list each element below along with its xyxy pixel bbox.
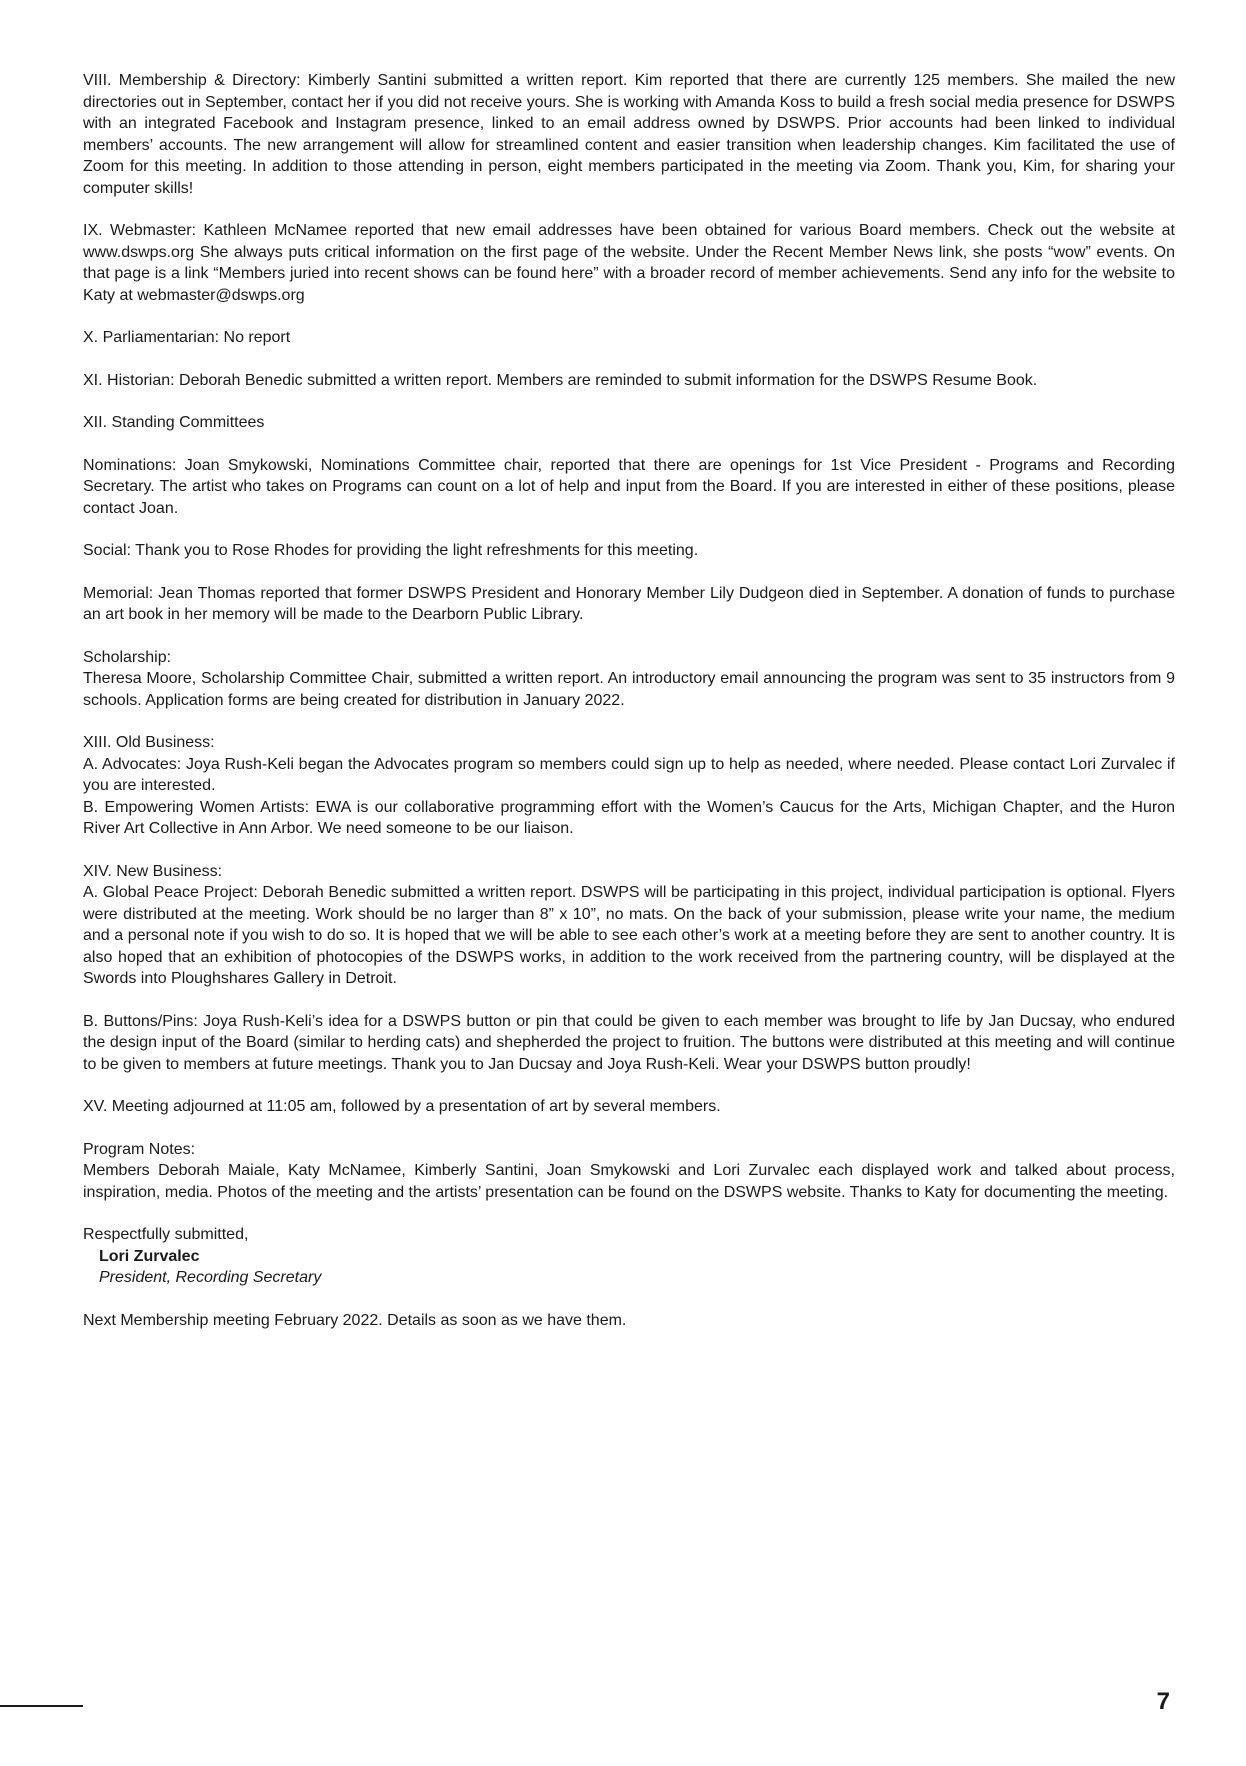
standing-committees-heading: XII. Standing Committees [83,414,265,431]
program-notes-text: Members Deborah Maiale, Katy McNamee, Kimberly Santini, Joan Smykowski and Lori Zurvalec each displayed work and talked about process, inspiration, media. Photos of the meeting and the artists’ presentation can be found on the DSWPS website. Thanks to Katy for documenting the meeting. [83,1162,1175,1201]
section-social [83,540,1175,562]
old-business-heading: XIII. Old Business: [83,734,215,751]
section-membership [83,70,1175,199]
section-parliamentarian [83,327,1175,349]
old-business-item-a: A. Advocates: Joya Rush-Keli began the Advocates program so members could sign up to help as needed, where needed. Please contact Lori Zurvalec if you are interested. [83,755,1175,794]
membership-text: VIII. Membership & Directory: Kimberly Santini submitted a written report. Kim reported that there are currently 125 members. She mailed the new directories out in September, contact her if you did not receive yours. She is working with Amanda Koss to build a fresh social media presence for DSWPS with an integrated Facebook and Instagram presence, linked to an email address owned by DSWPS. Prior accounts had been linked to individual members’ accounts. The new arrangement will allow for streamlined content and easier transition when leadership changes. Kim facilitated the use of Zoom for this meeting. In addition to those attending in person, eight members participated in the meeting via Zoom. Thank you, Kim, for sharing your computer skills! [83,72,1175,197]
scholarship-text: Theresa Moore, Scholarship Committee Chair, submitted a written report. An introductory email announcing the program was sent to 35 instructors from 9 schools. Application forms are being created for distribution in January 2022. [83,670,1175,709]
signature-name: Lori Zurvalec [99,1247,200,1265]
next-meeting-text: Next Membership meeting February 2022. Details as soon as we have them. [83,1311,627,1329]
new-business-item-b: B. Buttons/Pins: Joya Rush-Keli’s idea for a DSWPS button or pin that could be given to each member was brought to life by Jan Ducsay, who endured the design input of the Board (similar to herding cats) and shepherded the project to fruition. The buttons were distributed at this meeting and will continue to be given to members at future meetings. Thank you to Jan Ducsay and Joya Rush-Keli. Wear your DSWPS button proudly! [83,1012,1175,1073]
memorial-text: Memorial: Jean Thomas reported that former DSWPS President and Honorary Member Lily Dudgeon died in September. A donation of funds to purchase an art book in her memory will be made to the Dearborn Public Library. [83,584,1175,623]
scholarship-heading: Scholarship: [83,648,172,666]
section-nominations [83,455,1175,520]
section-new-business [83,861,1175,990]
new-business-item-a: A. Global Peace Project: Deborah Benedic submitted a written report. DSWPS will be participating in this project, individual participation is optional. Flyers were distributed at the meeting. Work should be no larger than 8” x 10”, no mats. On the back of your submission, please write your name, the medium and a personal note if you wish to do so. It is hoped that we will be able to see each other’s work at a meeting before they are sent to another country. It is also hoped that an exhibition of photocopies of the DSWPS works, in addition to the work received from the partnering country, will be displayed at the Swords into Ploughshares Gallery in Detroit. [83,884,1175,987]
signature-title: President, Recording Secretary [99,1269,322,1286]
document-body [83,70,1175,1352]
historian-text: XI. Historian: Deborah Benedic submitted a written report. Members are reminded to submit information for the DSWPS Resume Book. [83,371,1038,389]
program-notes-heading: Program Notes: [83,1140,196,1158]
section-standing-committees [83,412,1175,434]
footer-rule [0,1705,83,1707]
section-next-meeting [83,1310,1175,1332]
section-memorial [83,583,1175,626]
new-business-heading: XIV. New Business: [83,862,223,880]
old-business-item-b: B. Empowering Women Artists: EWA is our collaborative programming effort with the Women’s Caucus for the Arts, Michigan Chapter, and the Huron River Art Collective in Ann Arbor. We need someone to be our liaison. [83,798,1175,837]
section-historian [83,370,1175,392]
parliamentarian-text: X. Parliamentarian: No report [83,329,291,346]
social-text: Social: Thank you to Rose Rhodes for providing the light refreshments for this meeting. [83,542,699,559]
webmaster-text: IX. Webmaster: Kathleen McNamee reported that new email addresses have been obtained for various Board members. Check out the website at www.dswps.org She always puts critical information on the first page of the website. Under the Recent Member News link, she posts “wow” events. On that page is a link “Members juried into recent shows can be found here” with a broader record of member achievements. Send any info for the website to Katy at webmaster@dswps.org [83,222,1175,304]
page-number: 7 [1156,1688,1170,1715]
adjourned-text: XV. Meeting adjourned at 11:05 am, followed by a presentation of art by several members. [83,1098,721,1115]
section-scholarship [83,647,1175,712]
nominations-text: Nominations: Joan Smykowski, Nominations Committee chair, reported that there are openings for 1st Vice President - Programs and Recording Secretary. The artist who takes on Programs can count on a lot of help and input from the Board. If you are interested in either of these positions, please contact Joan. [83,456,1175,517]
section-new-business-b [83,1011,1175,1076]
section-adjourned [83,1096,1175,1118]
section-program-notes [83,1139,1175,1204]
signature-closing: Respectfully submitted, [83,1226,249,1243]
section-old-business [83,732,1175,840]
signature-block [83,1224,1175,1289]
section-webmaster [83,220,1175,306]
